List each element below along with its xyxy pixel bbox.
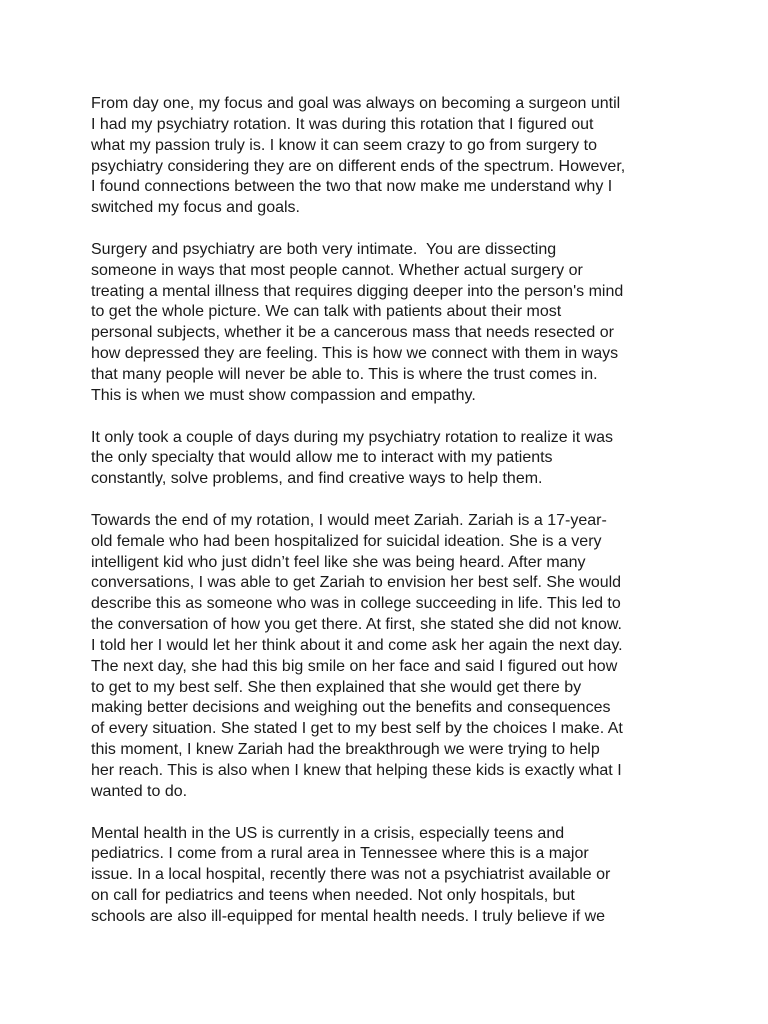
text-line: constantly, solve problems, and find creative ways to help them.	[91, 470, 543, 488]
text-line: describe this as someone who was in college succeeding in life. This led to	[91, 595, 621, 613]
text-line: that many people will never be able to. This is where the trust comes in.	[91, 365, 598, 383]
text-line: Towards the end of my rotation, I would meet Zariah. Zariah is a 17-year-	[91, 511, 607, 529]
text-line: Mental health in the US is currently in a crisis, especially teens and	[91, 824, 565, 842]
text-line: the conversation of how you get there. At first, she stated she did not know.	[91, 616, 622, 634]
text-line: treating a mental illness that requires digging deeper into the person's mind	[91, 282, 624, 300]
text-line: It only took a couple of days during my psychiatry rotation to realize it was	[91, 428, 614, 446]
text-line: psychiatry considering they are on different ends of the spectrum. However,	[91, 157, 626, 175]
text-line: how depressed they are feeling. This is how we connect with them in ways	[91, 345, 619, 363]
text-line: schools are also ill-equipped for mental health needs. I truly believe if we	[91, 907, 606, 925]
text-line: conversations, I was able to get Zariah to envision her best self. She would	[91, 574, 622, 592]
paragraph	[91, 94, 691, 219]
paragraph	[91, 240, 691, 407]
text-line: The next day, she had this big smile on her face and said I figured out how	[91, 657, 618, 675]
text-line: her reach. This is also when I knew that helping these kids is exactly what I	[91, 762, 622, 779]
text-line: of every situation. She stated I get to my best self by the choices I make. At	[91, 720, 623, 738]
text-line: what my passion truly is. I know it can seem crazy to go from surgery to	[91, 136, 597, 154]
text-line: on call for pediatrics and teens when needed. Not only hospitals, but	[91, 887, 575, 905]
paragraph	[91, 511, 691, 803]
text-line: to get the whole picture. We can talk with patients about their most	[91, 303, 562, 321]
text-line: pediatrics. I come from a rural area in Tennessee where this is a major	[91, 845, 589, 863]
text-line: issue. In a local hospital, recently there was not a psychiatrist available or	[91, 866, 611, 884]
text-line: I told her I would let her think about it and come ask her again the next day.	[91, 636, 623, 654]
text-line: I had my psychiatry rotation. It was during this rotation that I figured out	[91, 115, 594, 133]
text-line: Surgery and psychiatry are both very intimate. You are dissecting	[91, 240, 557, 258]
text-line: old female who had been hospitalized for suicidal ideation. She is a very	[91, 532, 602, 550]
text-line: personal subjects, whether it be a cancerous mass that needs resected or	[91, 324, 614, 342]
paragraph	[91, 428, 691, 491]
text-line: to get to my best self. She then explained that she would get there by	[91, 678, 582, 696]
paragraph	[91, 824, 691, 928]
text-line: This is when we must show compassion and empathy.	[91, 386, 476, 404]
text-line: intelligent kid who just didn’t feel like she was being heard. After many	[91, 553, 586, 571]
text-line: this moment, I knew Zariah had the breakthrough we were trying to help	[91, 741, 600, 759]
essay-body	[91, 94, 691, 949]
text-line: making better decisions and weighing out the benefits and consequences	[91, 699, 611, 717]
text-line: wanted to do.	[91, 782, 188, 800]
text-line: the only specialty that would allow me to interact with my patients	[91, 449, 553, 467]
text-line: I found connections between the two that now make me understand why I	[91, 178, 613, 196]
text-line: From day one, my focus and goal was always on becoming a surgeon until	[91, 95, 621, 112]
text-line: someone in ways that most people cannot. Whether actual surgery or	[91, 261, 583, 279]
text-line: switched my focus and goals.	[91, 199, 300, 217]
